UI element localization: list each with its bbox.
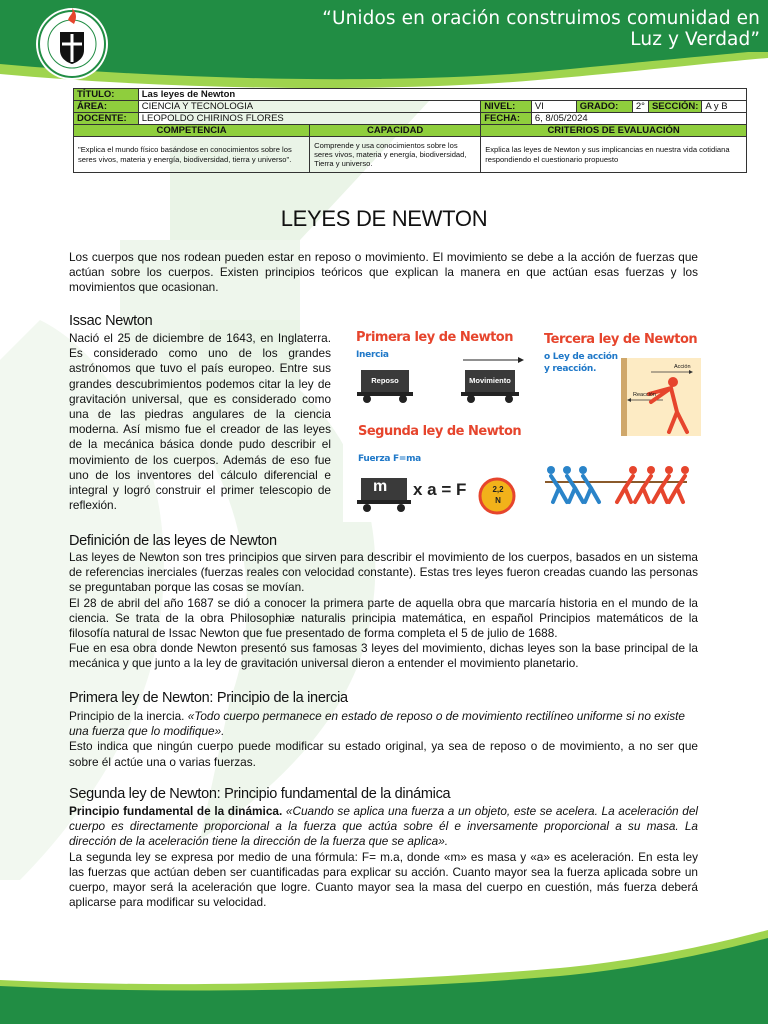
class-info-table (73, 88, 747, 173)
second-law-body (69, 804, 698, 910)
second-law-heading: Segunda ley de Newton: Principio fundamental de la dinámica (69, 786, 451, 802)
motion-label: Movimiento (469, 376, 511, 385)
titulo-label: TÍTULO: (74, 89, 139, 101)
area-label: ÁREA: (74, 101, 139, 113)
grado-label: GRADO: (576, 101, 632, 113)
competencia-header: COMPETENCIA (74, 125, 310, 137)
definition-heading: Definición de las leyes de Newton (69, 533, 277, 549)
criterios-text: Explica las leyes de Newton y sus implicancias en nuestra vida cotidiana respondiendo el cuestionario propuesto (481, 137, 747, 173)
definition-paragraph-3: Fue en esa obra donde Newton presentó sus famosas 3 leyes del movimiento, dichas leyes son la base principal de la mecánica y que junto a la ley de gravitación universal dieron a entender el movimiento planetario. (69, 641, 698, 671)
definition-paragraph-1: Las leyes de Newton son tres principios que sirven para describir el movimiento de los cuerpos, basados en un sistema de referencias inerciales (fuerzas reales con velocidad constante). Estas tres leyes fueron creadas cuando las personas se preguntaban porque las cosas se movían. (69, 550, 698, 595)
definition-paragraph-2: El 28 de abril del año 1687 se dió a conocer la primera parte de aquella obra que marcaría historia en el mundo de la ciencia. Se trata de la obra Philosophiæ naturalis principia matemática, en español Principios matemáticos de la filosofía natural de Issac Newton que fue presentado de forma completa el 5 de julio de 1688. (69, 595, 698, 641)
first-law-intro: Principio de la inercia. (69, 709, 185, 723)
badge-value: 2,2 (492, 485, 504, 494)
rest-label: Reposo (371, 376, 399, 385)
capacidad-text: Comprende y usa conocimientos sobre los seres vivos, materia y energía, biodiversidad, Tierra y universo. (310, 137, 481, 173)
capacidad-header: CAPACIDAD (310, 125, 481, 137)
second-law-title: Segunda ley de Newton (358, 424, 522, 439)
first-law-heading: Primera ley de Newton: Principio de la inercia (69, 690, 348, 706)
formula-text: x a = F (413, 480, 467, 499)
newton-heading: Issac Newton (69, 313, 153, 329)
first-law-quote: «Todo cuerpo permanece en estado de reposo o de movimiento rectilíneo uniforme si no existe una fuerza que lo modifique». (69, 709, 685, 739)
seccion-label: SECCIÓN: (648, 101, 701, 113)
third-law-sub1: o Ley de acción (544, 352, 618, 362)
badge-unit: N (495, 496, 501, 505)
competencia-text: "Explica el mundo físico basándose en conocimientos sobre los seres vivos, materia y energía, biodiversidad, tierra y universo". (74, 137, 310, 173)
second-law-intro: Principio fundamental de la dinámica. (69, 804, 283, 818)
footer-wave (0, 930, 768, 1024)
titulo-value: Las leyes de Newton (138, 89, 746, 101)
school-logo (34, 6, 110, 82)
second-law-sub: Fuerza F=ma (358, 454, 421, 464)
school-motto: “Unidos en oración construimos comunidad en Luz y Verdad” (322, 8, 760, 50)
docente-value: LEOPOLDO CHIRINOS FLORES (138, 113, 480, 125)
second-law-paragraph: La segunda ley se expresa por medio de una fórmula: F= m.a, donde «m» es masa y «a» es aceleración. En esta ley las fuerzas que actúan deben ser cuantificadas para explicar su acción. Cuanto mayor sea la fuerza aplicada sobre un cuerpo, mayor será la aceleración que logre. Cuanto mayor sea la masa del cuerpo en cuestión, más fuerza deberá aplicarse para modificar su velocidad. (69, 849, 698, 910)
third-law-title: Tercera ley de Newton (544, 332, 698, 347)
fecha-value: 6, 8/05/2024 (531, 113, 746, 125)
nivel-value: VI (531, 101, 576, 113)
fecha-label: FECHA: (481, 113, 532, 125)
seccion-value: A y B (702, 101, 747, 113)
first-law-sub: Inercia (356, 350, 389, 360)
document-title: LEYES DE NEWTON (280, 206, 488, 231)
first-law-paragraph: Esto indica que ningún cuerpo puede modificar su estado original, ya sea de reposo o de movimiento, a no ser que sobre él actúe una o varias fuerzas. (69, 739, 698, 769)
newton-bio: Nació el 25 de diciembre de 1643, en Inglaterra. Es considerado como uno de los grandes astrónomos que tuvo el país europeo. Entre sus grandes descubrimientos podemos citar la ley de gravitación universal, que es considerado como una de las piedras angulares de la ciencia moderna. Así mismo fue el creador de las leyes de la mecánica básica donde pudo describir el movimiento de los cuerpos. Además de eso fue uno de los inventores del cálculo diferencial e integral y logró construir el primer telescopio de reflexión. (69, 331, 331, 513)
docente-label: DOCENTE: (74, 113, 139, 125)
criterios-header: CRITERIOS DE EVALUACIÓN (481, 125, 747, 137)
definition-body (69, 550, 698, 672)
header-wave (0, 52, 768, 92)
second-law-quote: «Cuando se aplica una fuerza a un objeto, este se acelera. La aceleración del cuerpo es directamente proporcional a la fuerza que actúa sobre él e inversamente proporcional a su masa. La dirección de la aceleración tiene la dirección de la fuerza que se aplica». (69, 804, 699, 849)
tug-of-war-icon (541, 458, 691, 508)
first-law-title: Primera ley de Newton (356, 330, 513, 345)
action-label: Acción (674, 364, 691, 370)
grado-value: 2° (632, 101, 648, 113)
mass-label: m (373, 478, 388, 495)
area-value: CIENCIA Y TECNOLOGIA (138, 101, 480, 113)
newton-laws-illustration (343, 318, 704, 522)
push-wall-icon (621, 358, 701, 438)
nivel-label: NIVEL: (481, 101, 532, 113)
reaction-label: Reacción (633, 392, 656, 398)
first-law-body (69, 709, 698, 770)
third-law-sub2: y reacción. (544, 364, 597, 374)
intro-paragraph: Los cuerpos que nos rodean pueden estar en reposo o movimiento. El movimiento se debe a la acción de fuerzas que actúan sobre los cuerpos. Existen principios teóricos que explican la manera en que actúan esas fuerzas y los movimientos que ocasionan. (69, 250, 698, 295)
